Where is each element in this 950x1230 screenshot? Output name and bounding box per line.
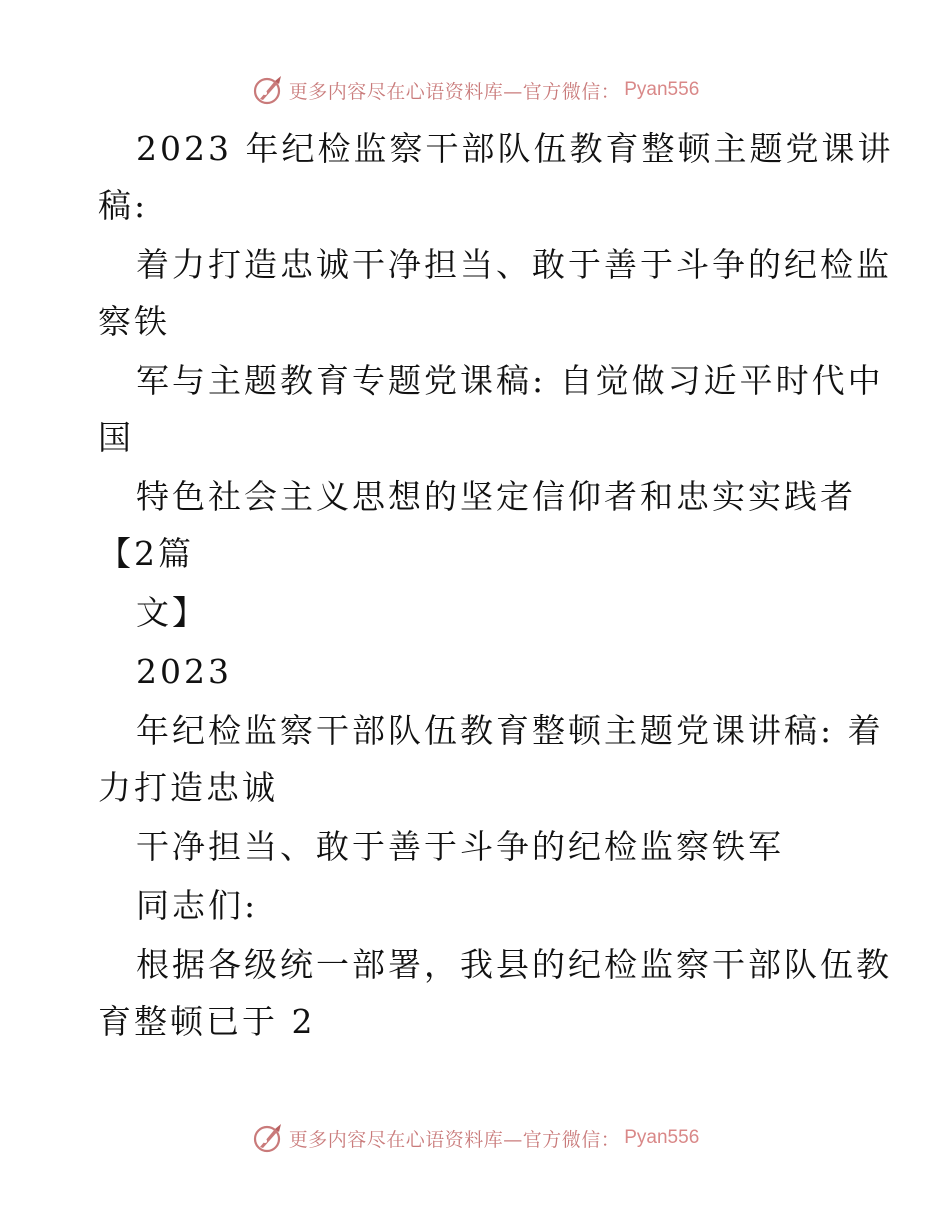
watermark-contact: Pyan556 — [624, 1127, 700, 1148]
header-watermark — [0, 70, 950, 110]
text-line: 特色社会主义思想的坚定信仰者和忠实实践者 — [136, 477, 856, 516]
watermark-text: 更多内容尽在心语资料库—官方微信： — [288, 1128, 621, 1151]
watermark-group — [251, 1121, 700, 1155]
text-line: 文】 — [136, 593, 208, 632]
text-line: 国 — [98, 418, 134, 457]
text-line: 【2篇 — [98, 534, 194, 573]
text-line: 稿: — [98, 186, 149, 225]
footer-watermark — [0, 1118, 950, 1158]
watermark-group — [251, 73, 700, 107]
text-line: 根据各级统一部署，我县的纪检监察干部队伍教 — [136, 945, 892, 984]
quill-pen-circle-icon — [251, 73, 285, 107]
text-line: 同志们: — [136, 886, 259, 925]
text-line: 着力打造忠诚干净担当、敢于善于斗争的纪检监 — [136, 245, 892, 284]
watermark-contact: Pyan556 — [624, 79, 700, 100]
text-line: 育整顿已于 2 — [98, 1002, 316, 1041]
quill-pen-circle-icon — [251, 1121, 285, 1155]
text-line: 军与主题教育专题党课稿: 自觉做习近平时代中 — [136, 361, 884, 400]
text-line: 2023 — [136, 652, 232, 691]
watermark-text: 更多内容尽在心语资料库—官方微信： — [288, 80, 621, 103]
text-line: 力打造忠诚 — [98, 768, 278, 807]
text-line: 察铁 — [98, 302, 170, 341]
text-line: 年纪检监察干部队伍教育整顿主题党课讲稿: 着 — [136, 711, 884, 750]
text-line: 干净担当、敢于善于斗争的纪检监察铁军 — [136, 827, 784, 866]
text-line: 2023 年纪检监察干部队伍教育整顿主题党课讲 — [136, 129, 894, 168]
